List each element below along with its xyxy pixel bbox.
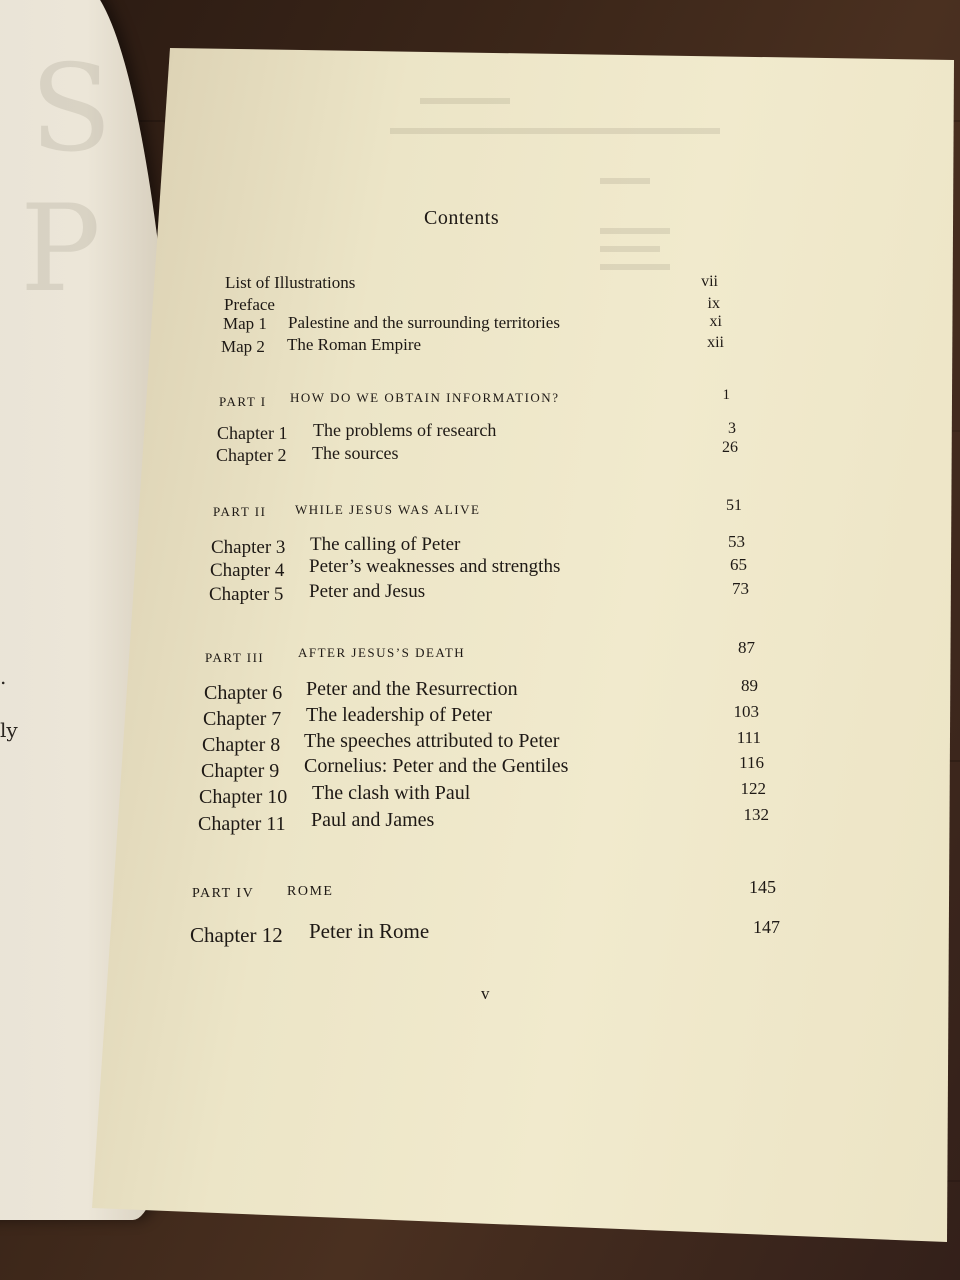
toc-entry-page: ix (707, 295, 720, 312)
chapter-title: The speeches attributed to Peter (304, 730, 560, 752)
part-page: 51 (726, 497, 742, 514)
toc-entry-page: vii (701, 273, 718, 290)
left-page-fragment: . (0, 665, 7, 689)
left-page-fragment: ly (0, 718, 18, 742)
part-label: PART III (205, 650, 265, 665)
chapter-label: Chapter 7 (203, 708, 282, 730)
chapter-title: Peter’s weaknesses and strengths (309, 556, 561, 577)
toc-entry-page: xii (707, 334, 724, 351)
chapter-label: Chapter 4 (210, 560, 285, 581)
toc-entry-title: The Roman Empire (287, 335, 422, 354)
chapter-title: The sources (312, 443, 399, 463)
chapter-page: 103 (733, 702, 759, 721)
chapter-page: 65 (730, 555, 747, 574)
part-label: PART I (219, 394, 267, 409)
toc-entry-label: List of Illustrations (225, 273, 356, 292)
chapter-label: Chapter 1 (217, 423, 288, 443)
part-label: PART II (213, 504, 267, 519)
part-title: ROME (287, 884, 334, 899)
chapter-title: The problems of research (313, 420, 497, 440)
toc-entry-page: xi (709, 313, 722, 330)
part-page: 1 (722, 387, 730, 403)
chapter-label: Chapter 11 (198, 813, 286, 835)
chapter-page: 122 (740, 779, 766, 798)
chapter-title: Peter in Rome (309, 919, 430, 943)
chapter-label: Chapter 3 (211, 537, 286, 558)
chapter-title: The calling of Peter (310, 534, 461, 555)
toc-entry-label: Preface (224, 295, 275, 314)
chapter-page: 53 (728, 532, 745, 551)
chapter-label: Chapter 8 (202, 734, 281, 756)
toc-entry-title: Palestine and the surrounding territories (288, 313, 560, 332)
chapter-page: 116 (739, 753, 764, 772)
toc-entry-label: Map 1 (223, 314, 267, 333)
chapter-label: Chapter 2 (216, 445, 287, 465)
chapter-label: Chapter 10 (199, 786, 288, 808)
chapter-page: 147 (753, 917, 780, 937)
chapter-title: Peter and Jesus (309, 581, 426, 602)
chapter-page: 89 (741, 676, 758, 695)
part-page: 87 (738, 638, 755, 657)
chapter-page: 3 (728, 420, 736, 437)
chapter-title: The clash with Paul (312, 782, 471, 804)
chapter-page: 111 (736, 728, 761, 747)
part-title: AFTER JESUS’S DEATH (298, 645, 466, 660)
contents-page (92, 48, 954, 1242)
chapter-page: 73 (732, 579, 749, 598)
chapter-label: Chapter 9 (201, 760, 280, 782)
chapter-page: 132 (743, 805, 769, 824)
chapter-title: Peter and the Resurrection (306, 678, 518, 700)
page-number: v (481, 984, 490, 1003)
ghost-letter: S (30, 40, 113, 179)
part-title: WHILE JESUS WAS ALIVE (295, 502, 481, 517)
ghost-letter: P (20, 180, 101, 319)
page-title: Contents (424, 207, 500, 229)
chapter-title: The leadership of Peter (306, 704, 493, 726)
chapter-page: 26 (722, 439, 738, 456)
chapter-label: Chapter 5 (209, 584, 284, 605)
part-page: 145 (749, 877, 776, 897)
part-label: PART IV (192, 886, 255, 901)
chapter-title: Paul and James (311, 809, 435, 831)
chapter-label: Chapter 6 (204, 682, 283, 704)
part-title: HOW DO WE OBTAIN INFORMATION? (290, 390, 560, 405)
chapter-label: Chapter 12 (190, 923, 283, 947)
toc-entry-label: Map 2 (221, 337, 265, 356)
chapter-title: Cornelius: Peter and the Gentiles (304, 755, 569, 777)
